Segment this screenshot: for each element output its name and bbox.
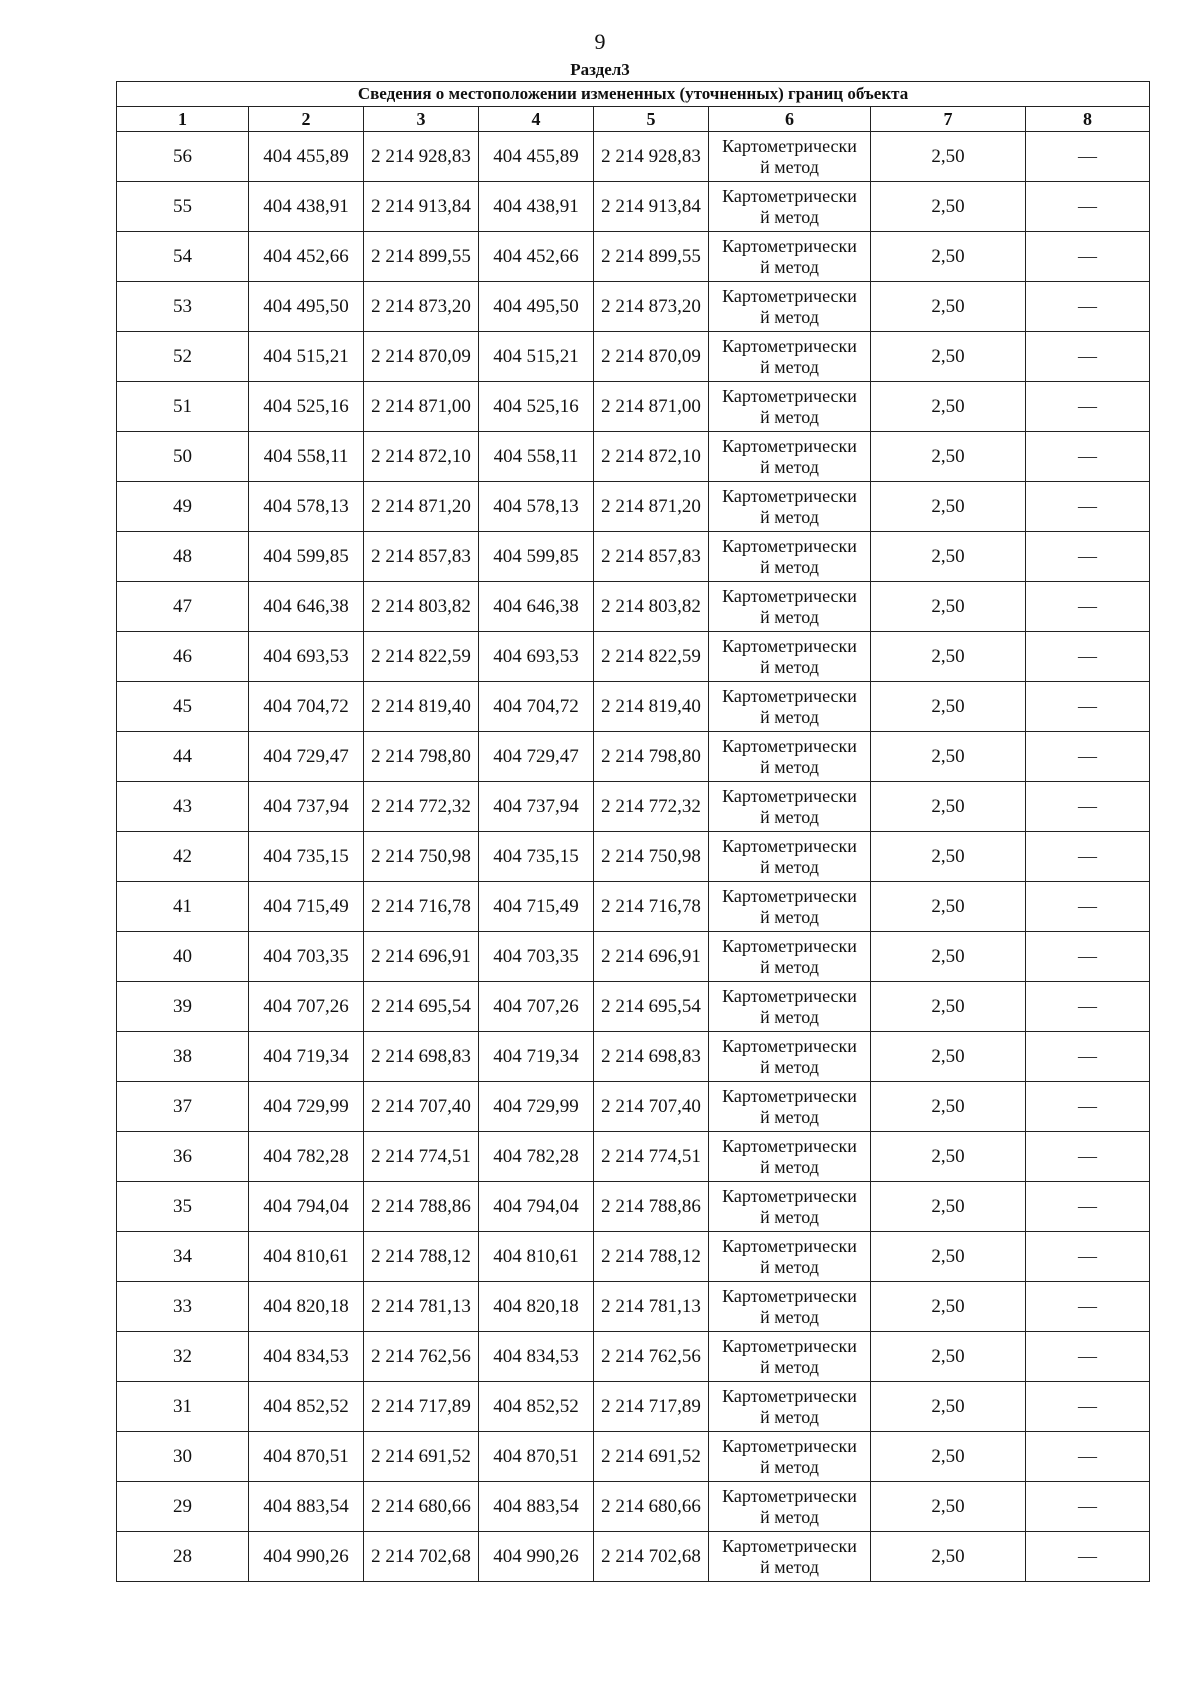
x-coordinate-existing-cell: 404 782,28 xyxy=(249,1132,364,1182)
remark-cell: — xyxy=(1026,832,1150,882)
y-coordinate-existing-cell: 2 214 928,83 xyxy=(364,132,479,182)
point-number-cell: 47 xyxy=(117,582,249,632)
y-coordinate-refined-cell: 2 214 762,56 xyxy=(594,1332,709,1382)
table-row xyxy=(117,1532,1150,1582)
accuracy-value-cell: 2,50 xyxy=(871,1432,1026,1482)
table-row xyxy=(117,1382,1150,1432)
x-coordinate-refined-cell: 404 707,26 xyxy=(479,982,594,1032)
y-coordinate-refined-cell: 2 214 750,98 xyxy=(594,832,709,882)
x-coordinate-refined-cell: 404 599,85 xyxy=(479,532,594,582)
determination-method-cell: Картометрически й метод xyxy=(709,1382,871,1432)
point-number-cell: 45 xyxy=(117,682,249,732)
y-coordinate-refined-cell: 2 214 695,54 xyxy=(594,982,709,1032)
column-number-6: 6 xyxy=(709,107,871,132)
point-number-cell: 52 xyxy=(117,332,249,382)
x-coordinate-existing-cell: 404 707,26 xyxy=(249,982,364,1032)
point-number-cell: 42 xyxy=(117,832,249,882)
remark-cell: — xyxy=(1026,732,1150,782)
determination-method-cell: Картометрически й метод xyxy=(709,782,871,832)
x-coordinate-refined-cell: 404 883,54 xyxy=(479,1482,594,1532)
y-coordinate-existing-cell: 2 214 788,86 xyxy=(364,1182,479,1232)
x-coordinate-refined-cell: 404 729,99 xyxy=(479,1082,594,1132)
table-row xyxy=(117,782,1150,832)
determination-method-cell: Картометрически й метод xyxy=(709,1282,871,1332)
determination-method-cell: Картометрически й метод xyxy=(709,532,871,582)
determination-method-cell: Картометрически й метод xyxy=(709,282,871,332)
x-coordinate-existing-cell: 404 455,89 xyxy=(249,132,364,182)
x-coordinate-existing-cell: 404 715,49 xyxy=(249,882,364,932)
remark-cell: — xyxy=(1026,632,1150,682)
accuracy-value-cell: 2,50 xyxy=(871,1082,1026,1132)
point-number-cell: 34 xyxy=(117,1232,249,1282)
column-number-4: 4 xyxy=(479,107,594,132)
x-coordinate-existing-cell: 404 820,18 xyxy=(249,1282,364,1332)
point-number-cell: 49 xyxy=(117,482,249,532)
determination-method-cell: Картометрически й метод xyxy=(709,1532,871,1582)
accuracy-value-cell: 2,50 xyxy=(871,782,1026,832)
point-number-cell: 31 xyxy=(117,1382,249,1432)
x-coordinate-existing-cell: 404 852,52 xyxy=(249,1382,364,1432)
x-coordinate-existing-cell: 404 704,72 xyxy=(249,682,364,732)
remark-cell: — xyxy=(1026,132,1150,182)
accuracy-value-cell: 2,50 xyxy=(871,632,1026,682)
determination-method-cell: Картометрически й метод xyxy=(709,1082,871,1132)
determination-method-cell: Картометрически й метод xyxy=(709,1432,871,1482)
y-coordinate-refined-cell: 2 214 872,10 xyxy=(594,432,709,482)
remark-cell: — xyxy=(1026,282,1150,332)
remark-cell: — xyxy=(1026,1182,1150,1232)
remark-cell: — xyxy=(1026,382,1150,432)
y-coordinate-existing-cell: 2 214 774,51 xyxy=(364,1132,479,1182)
x-coordinate-existing-cell: 404 703,35 xyxy=(249,932,364,982)
y-coordinate-refined-cell: 2 214 928,83 xyxy=(594,132,709,182)
x-coordinate-existing-cell: 404 719,34 xyxy=(249,1032,364,1082)
x-coordinate-existing-cell: 404 735,15 xyxy=(249,832,364,882)
x-coordinate-existing-cell: 404 515,21 xyxy=(249,332,364,382)
x-coordinate-refined-cell: 404 810,61 xyxy=(479,1232,594,1282)
x-coordinate-existing-cell: 404 990,26 xyxy=(249,1532,364,1582)
table-row xyxy=(117,482,1150,532)
y-coordinate-refined-cell: 2 214 680,66 xyxy=(594,1482,709,1532)
x-coordinate-refined-cell: 404 715,49 xyxy=(479,882,594,932)
determination-method-cell: Картометрически й метод xyxy=(709,932,871,982)
column-number-3: 3 xyxy=(364,107,479,132)
y-coordinate-existing-cell: 2 214 762,56 xyxy=(364,1332,479,1382)
remark-cell: — xyxy=(1026,1282,1150,1332)
column-number-5: 5 xyxy=(594,107,709,132)
x-coordinate-refined-cell: 404 834,53 xyxy=(479,1332,594,1382)
x-coordinate-refined-cell: 404 703,35 xyxy=(479,932,594,982)
point-number-cell: 51 xyxy=(117,382,249,432)
x-coordinate-existing-cell: 404 525,16 xyxy=(249,382,364,432)
y-coordinate-existing-cell: 2 214 696,91 xyxy=(364,932,479,982)
remark-cell: — xyxy=(1026,1382,1150,1432)
column-number-row xyxy=(117,107,1150,132)
x-coordinate-existing-cell: 404 810,61 xyxy=(249,1232,364,1282)
y-coordinate-existing-cell: 2 214 707,40 xyxy=(364,1082,479,1132)
accuracy-value-cell: 2,50 xyxy=(871,232,1026,282)
table-row xyxy=(117,1182,1150,1232)
table-row xyxy=(117,582,1150,632)
remark-cell: — xyxy=(1026,982,1150,1032)
remark-cell: — xyxy=(1026,582,1150,632)
table-row xyxy=(117,282,1150,332)
table-row xyxy=(117,882,1150,932)
accuracy-value-cell: 2,50 xyxy=(871,1232,1026,1282)
y-coordinate-existing-cell: 2 214 788,12 xyxy=(364,1232,479,1282)
accuracy-value-cell: 2,50 xyxy=(871,282,1026,332)
x-coordinate-refined-cell: 404 735,15 xyxy=(479,832,594,882)
determination-method-cell: Картометрически й метод xyxy=(709,1232,871,1282)
x-coordinate-existing-cell: 404 558,11 xyxy=(249,432,364,482)
y-coordinate-existing-cell: 2 214 750,98 xyxy=(364,832,479,882)
table-row xyxy=(117,832,1150,882)
determination-method-cell: Картометрически й метод xyxy=(709,582,871,632)
point-number-cell: 30 xyxy=(117,1432,249,1482)
y-coordinate-existing-cell: 2 214 822,59 xyxy=(364,632,479,682)
determination-method-cell: Картометрически й метод xyxy=(709,132,871,182)
y-coordinate-refined-cell: 2 214 698,83 xyxy=(594,1032,709,1082)
x-coordinate-existing-cell: 404 794,04 xyxy=(249,1182,364,1232)
remark-cell: — xyxy=(1026,1082,1150,1132)
y-coordinate-existing-cell: 2 214 781,13 xyxy=(364,1282,479,1332)
accuracy-value-cell: 2,50 xyxy=(871,932,1026,982)
y-coordinate-refined-cell: 2 214 899,55 xyxy=(594,232,709,282)
remark-cell: — xyxy=(1026,182,1150,232)
point-number-cell: 32 xyxy=(117,1332,249,1382)
x-coordinate-existing-cell: 404 834,53 xyxy=(249,1332,364,1382)
x-coordinate-refined-cell: 404 578,13 xyxy=(479,482,594,532)
remark-cell: — xyxy=(1026,782,1150,832)
x-coordinate-refined-cell: 404 870,51 xyxy=(479,1432,594,1482)
x-coordinate-existing-cell: 404 495,50 xyxy=(249,282,364,332)
y-coordinate-existing-cell: 2 214 717,89 xyxy=(364,1382,479,1432)
y-coordinate-refined-cell: 2 214 772,32 xyxy=(594,782,709,832)
x-coordinate-existing-cell: 404 599,85 xyxy=(249,532,364,582)
point-number-cell: 44 xyxy=(117,732,249,782)
point-number-cell: 46 xyxy=(117,632,249,682)
y-coordinate-existing-cell: 2 214 873,20 xyxy=(364,282,479,332)
table-row xyxy=(117,1482,1150,1532)
x-coordinate-refined-cell: 404 729,47 xyxy=(479,732,594,782)
table-row xyxy=(117,532,1150,582)
y-coordinate-refined-cell: 2 214 819,40 xyxy=(594,682,709,732)
x-coordinate-existing-cell: 404 646,38 xyxy=(249,582,364,632)
table-row xyxy=(117,1132,1150,1182)
y-coordinate-existing-cell: 2 214 871,00 xyxy=(364,382,479,432)
accuracy-value-cell: 2,50 xyxy=(871,1282,1026,1332)
y-coordinate-existing-cell: 2 214 803,82 xyxy=(364,582,479,632)
x-coordinate-existing-cell: 404 438,91 xyxy=(249,182,364,232)
point-number-cell: 38 xyxy=(117,1032,249,1082)
determination-method-cell: Картометрически й метод xyxy=(709,382,871,432)
x-coordinate-refined-cell: 404 452,66 xyxy=(479,232,594,282)
y-coordinate-refined-cell: 2 214 870,09 xyxy=(594,332,709,382)
x-coordinate-refined-cell: 404 646,38 xyxy=(479,582,594,632)
point-number-cell: 33 xyxy=(117,1282,249,1332)
accuracy-value-cell: 2,50 xyxy=(871,732,1026,782)
point-number-cell: 40 xyxy=(117,932,249,982)
point-number-cell: 43 xyxy=(117,782,249,832)
y-coordinate-refined-cell: 2 214 873,20 xyxy=(594,282,709,332)
y-coordinate-refined-cell: 2 214 716,78 xyxy=(594,882,709,932)
accuracy-value-cell: 2,50 xyxy=(871,1132,1026,1182)
y-coordinate-refined-cell: 2 214 822,59 xyxy=(594,632,709,682)
accuracy-value-cell: 2,50 xyxy=(871,432,1026,482)
column-number-2: 2 xyxy=(249,107,364,132)
x-coordinate-refined-cell: 404 525,16 xyxy=(479,382,594,432)
y-coordinate-refined-cell: 2 214 788,86 xyxy=(594,1182,709,1232)
determination-method-cell: Картометрически й метод xyxy=(709,1332,871,1382)
x-coordinate-refined-cell: 404 455,89 xyxy=(479,132,594,182)
x-coordinate-existing-cell: 404 870,51 xyxy=(249,1432,364,1482)
accuracy-value-cell: 2,50 xyxy=(871,332,1026,382)
x-coordinate-existing-cell: 404 578,13 xyxy=(249,482,364,532)
y-coordinate-existing-cell: 2 214 772,32 xyxy=(364,782,479,832)
determination-method-cell: Картометрически й метод xyxy=(709,632,871,682)
remark-cell: — xyxy=(1026,1432,1150,1482)
accuracy-value-cell: 2,50 xyxy=(871,132,1026,182)
accuracy-value-cell: 2,50 xyxy=(871,182,1026,232)
table-row xyxy=(117,632,1150,682)
remark-cell: — xyxy=(1026,1132,1150,1182)
table-row xyxy=(117,1332,1150,1382)
determination-method-cell: Картометрически й метод xyxy=(709,232,871,282)
remark-cell: — xyxy=(1026,932,1150,982)
y-coordinate-refined-cell: 2 214 707,40 xyxy=(594,1082,709,1132)
x-coordinate-refined-cell: 404 438,91 xyxy=(479,182,594,232)
determination-method-cell: Картометрически й метод xyxy=(709,182,871,232)
remark-cell: — xyxy=(1026,1232,1150,1282)
accuracy-value-cell: 2,50 xyxy=(871,882,1026,932)
table-row xyxy=(117,732,1150,782)
x-coordinate-refined-cell: 404 737,94 xyxy=(479,782,594,832)
accuracy-value-cell: 2,50 xyxy=(871,1382,1026,1432)
accuracy-value-cell: 2,50 xyxy=(871,1032,1026,1082)
y-coordinate-refined-cell: 2 214 871,20 xyxy=(594,482,709,532)
accuracy-value-cell: 2,50 xyxy=(871,382,1026,432)
determination-method-cell: Картометрически й метод xyxy=(709,332,871,382)
x-coordinate-refined-cell: 404 515,21 xyxy=(479,332,594,382)
y-coordinate-refined-cell: 2 214 696,91 xyxy=(594,932,709,982)
y-coordinate-refined-cell: 2 214 774,51 xyxy=(594,1132,709,1182)
page-number: 9 xyxy=(594,29,606,54)
determination-method-cell: Картометрически й метод xyxy=(709,732,871,782)
x-coordinate-refined-cell: 404 794,04 xyxy=(479,1182,594,1232)
table-row xyxy=(117,382,1150,432)
boundary-coordinates-table xyxy=(116,81,1150,1582)
y-coordinate-existing-cell: 2 214 871,20 xyxy=(364,482,479,532)
table-row xyxy=(117,982,1150,1032)
x-coordinate-existing-cell: 404 729,47 xyxy=(249,732,364,782)
point-number-cell: 54 xyxy=(117,232,249,282)
y-coordinate-existing-cell: 2 214 698,83 xyxy=(364,1032,479,1082)
table-row xyxy=(117,1032,1150,1082)
y-coordinate-existing-cell: 2 214 680,66 xyxy=(364,1482,479,1532)
point-number-cell: 28 xyxy=(117,1532,249,1582)
y-coordinate-refined-cell: 2 214 717,89 xyxy=(594,1382,709,1432)
determination-method-cell: Картометрически й метод xyxy=(709,482,871,532)
determination-method-cell: Картометрически й метод xyxy=(709,982,871,1032)
remark-cell: — xyxy=(1026,532,1150,582)
point-number-cell: 29 xyxy=(117,1482,249,1532)
y-coordinate-existing-cell: 2 214 870,09 xyxy=(364,332,479,382)
x-coordinate-refined-cell: 404 704,72 xyxy=(479,682,594,732)
y-coordinate-refined-cell: 2 214 788,12 xyxy=(594,1232,709,1282)
point-number-cell: 56 xyxy=(117,132,249,182)
x-coordinate-refined-cell: 404 820,18 xyxy=(479,1282,594,1332)
remark-cell: — xyxy=(1026,1032,1150,1082)
table-row xyxy=(117,232,1150,282)
determination-method-cell: Картометрически й метод xyxy=(709,882,871,932)
y-coordinate-refined-cell: 2 214 857,83 xyxy=(594,532,709,582)
table-row xyxy=(117,682,1150,732)
point-number-cell: 36 xyxy=(117,1132,249,1182)
accuracy-value-cell: 2,50 xyxy=(871,482,1026,532)
point-number-cell: 35 xyxy=(117,1182,249,1232)
x-coordinate-refined-cell: 404 719,34 xyxy=(479,1032,594,1082)
y-coordinate-refined-cell: 2 214 781,13 xyxy=(594,1282,709,1332)
accuracy-value-cell: 2,50 xyxy=(871,982,1026,1032)
table-row xyxy=(117,1232,1150,1282)
x-coordinate-existing-cell: 404 452,66 xyxy=(249,232,364,282)
table-row xyxy=(117,1282,1150,1332)
table-row xyxy=(117,932,1150,982)
point-number-cell: 37 xyxy=(117,1082,249,1132)
point-number-cell: 48 xyxy=(117,532,249,582)
table-row xyxy=(117,432,1150,482)
table-caption: Сведения о местоположении измененных (уточненных) границ объекта xyxy=(117,82,1150,107)
accuracy-value-cell: 2,50 xyxy=(871,582,1026,632)
section-title: Раздел3 xyxy=(570,60,630,79)
determination-method-cell: Картометрически й метод xyxy=(709,832,871,882)
accuracy-value-cell: 2,50 xyxy=(871,1482,1026,1532)
y-coordinate-refined-cell: 2 214 702,68 xyxy=(594,1532,709,1582)
determination-method-cell: Картометрически й метод xyxy=(709,1182,871,1232)
remark-cell: — xyxy=(1026,1482,1150,1532)
remark-cell: — xyxy=(1026,1332,1150,1382)
y-coordinate-existing-cell: 2 214 798,80 xyxy=(364,732,479,782)
remark-cell: — xyxy=(1026,1532,1150,1582)
table-row xyxy=(117,132,1150,182)
accuracy-value-cell: 2,50 xyxy=(871,1182,1026,1232)
x-coordinate-existing-cell: 404 737,94 xyxy=(249,782,364,832)
y-coordinate-existing-cell: 2 214 702,68 xyxy=(364,1532,479,1582)
y-coordinate-existing-cell: 2 214 899,55 xyxy=(364,232,479,282)
remark-cell: — xyxy=(1026,682,1150,732)
y-coordinate-refined-cell: 2 214 803,82 xyxy=(594,582,709,632)
determination-method-cell: Картометрически й метод xyxy=(709,432,871,482)
y-coordinate-refined-cell: 2 214 913,84 xyxy=(594,182,709,232)
y-coordinate-refined-cell: 2 214 691,52 xyxy=(594,1432,709,1482)
x-coordinate-existing-cell: 404 883,54 xyxy=(249,1482,364,1532)
point-number-cell: 50 xyxy=(117,432,249,482)
table-body xyxy=(117,132,1150,1582)
y-coordinate-existing-cell: 2 214 716,78 xyxy=(364,882,479,932)
determination-method-cell: Картометрически й метод xyxy=(709,1032,871,1082)
table-row xyxy=(117,1082,1150,1132)
y-coordinate-refined-cell: 2 214 798,80 xyxy=(594,732,709,782)
point-number-cell: 41 xyxy=(117,882,249,932)
point-number-cell: 53 xyxy=(117,282,249,332)
column-number-8: 8 xyxy=(1026,107,1150,132)
y-coordinate-existing-cell: 2 214 691,52 xyxy=(364,1432,479,1482)
remark-cell: — xyxy=(1026,232,1150,282)
y-coordinate-existing-cell: 2 214 857,83 xyxy=(364,532,479,582)
point-number-cell: 55 xyxy=(117,182,249,232)
column-number-7: 7 xyxy=(871,107,1026,132)
x-coordinate-refined-cell: 404 558,11 xyxy=(479,432,594,482)
determination-method-cell: Картометрически й метод xyxy=(709,682,871,732)
y-coordinate-existing-cell: 2 214 872,10 xyxy=(364,432,479,482)
determination-method-cell: Картометрически й метод xyxy=(709,1132,871,1182)
remark-cell: — xyxy=(1026,882,1150,932)
y-coordinate-refined-cell: 2 214 871,00 xyxy=(594,382,709,432)
table-row xyxy=(117,1432,1150,1482)
y-coordinate-existing-cell: 2 214 819,40 xyxy=(364,682,479,732)
x-coordinate-existing-cell: 404 693,53 xyxy=(249,632,364,682)
y-coordinate-existing-cell: 2 214 913,84 xyxy=(364,182,479,232)
x-coordinate-refined-cell: 404 990,26 xyxy=(479,1532,594,1582)
remark-cell: — xyxy=(1026,332,1150,382)
table-row xyxy=(117,332,1150,382)
remark-cell: — xyxy=(1026,432,1150,482)
accuracy-value-cell: 2,50 xyxy=(871,532,1026,582)
remark-cell: — xyxy=(1026,482,1150,532)
x-coordinate-refined-cell: 404 495,50 xyxy=(479,282,594,332)
y-coordinate-existing-cell: 2 214 695,54 xyxy=(364,982,479,1032)
x-coordinate-refined-cell: 404 782,28 xyxy=(479,1132,594,1182)
x-coordinate-refined-cell: 404 852,52 xyxy=(479,1382,594,1432)
point-number-cell: 39 xyxy=(117,982,249,1032)
column-number-1: 1 xyxy=(117,107,249,132)
accuracy-value-cell: 2,50 xyxy=(871,682,1026,732)
table-row xyxy=(117,182,1150,232)
accuracy-value-cell: 2,50 xyxy=(871,832,1026,882)
accuracy-value-cell: 2,50 xyxy=(871,1532,1026,1582)
x-coordinate-refined-cell: 404 693,53 xyxy=(479,632,594,682)
x-coordinate-existing-cell: 404 729,99 xyxy=(249,1082,364,1132)
accuracy-value-cell: 2,50 xyxy=(871,1332,1026,1382)
determination-method-cell: Картометрически й метод xyxy=(709,1482,871,1532)
